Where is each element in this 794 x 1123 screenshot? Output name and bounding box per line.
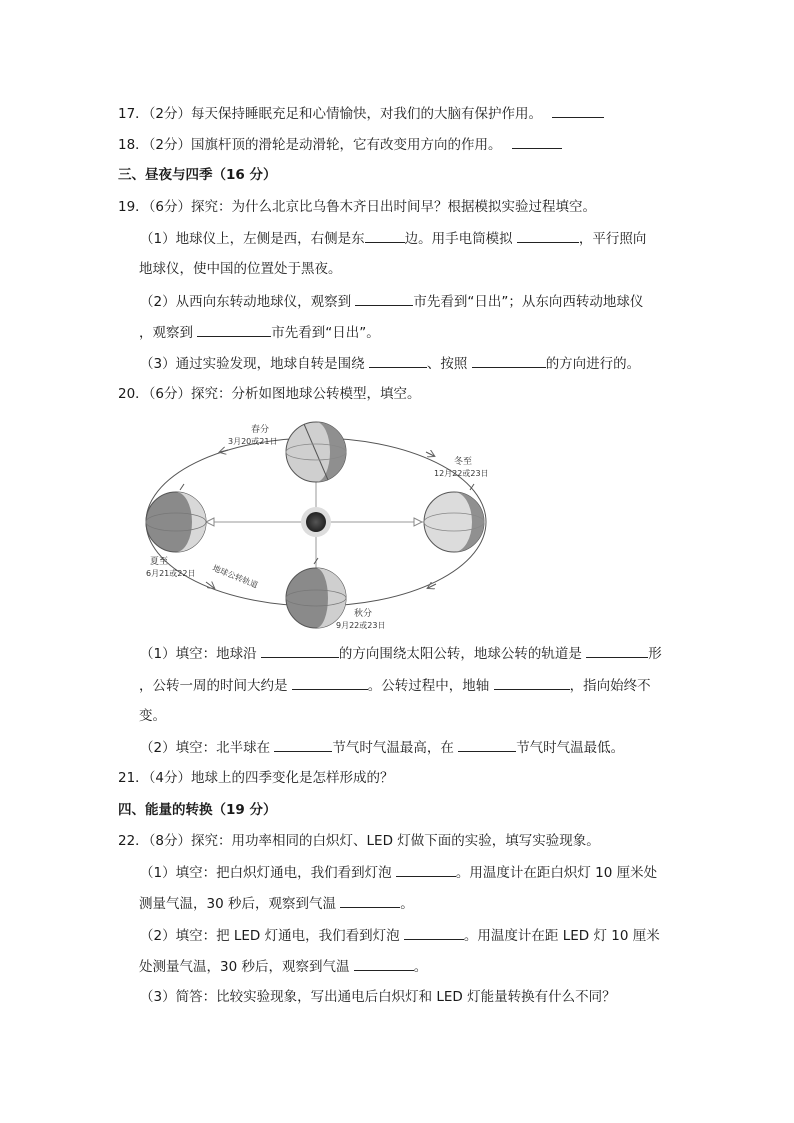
answer-blank[interactable] — [354, 956, 414, 971]
earth-autumn-equinox — [286, 558, 346, 628]
answer-blank[interactable] — [340, 893, 400, 908]
q19-p3-text-a: （3）通过实验发现，地球自转是围绕 — [140, 356, 365, 372]
q19-p2-text-c: ，观察到 — [139, 325, 193, 341]
question-20-part-2 — [140, 737, 624, 758]
question-20-part-1 — [140, 643, 662, 664]
question-17-text: 17．（2分）每天保持睡眠充足和心情愉快，对我们的大脑有保护作用。 — [118, 106, 543, 122]
answer-blank[interactable] — [586, 643, 648, 658]
question-19-stem: 19．（6分）探究：为什么北京比乌鲁木齐日出时间早？根据模拟实验过程填空。 — [118, 199, 597, 215]
q19-p3-text-c: 的方向进行的。 — [545, 356, 641, 372]
sun-icon — [301, 507, 331, 537]
label-spring-date: 3月20或21日 — [228, 437, 278, 446]
orbit-arrow — [206, 582, 214, 588]
q22-p1-text-a: （1）填空：把白炽灯通电，我们看到灯泡 — [140, 865, 392, 881]
q22-p2-text-a: （2）填空：把 LED 灯通电，我们看到灯泡 — [140, 928, 400, 944]
question-19-part-1 — [140, 228, 646, 249]
earth-spring-equinox — [286, 422, 346, 482]
q22-p1-text-c: 测量气温，30 秒后，观察到气温 — [139, 896, 336, 912]
question-19-part-2 — [140, 291, 643, 312]
q20-p1-text-d: ，公转一周的时间大约是 — [139, 678, 288, 694]
answer-blank[interactable] — [292, 675, 368, 690]
q19-p2-text-b: 市先看到“日出”；从东向西转动地球仪 — [413, 294, 644, 310]
label-autumn-date: 9月22或23日 — [336, 621, 386, 630]
question-20-part-1-cont — [139, 675, 651, 696]
question-22-part-2 — [140, 925, 660, 946]
q20-p1-text-a: （1）填空：地球沿 — [140, 646, 257, 662]
question-20-stem: 20．（6分）探究：分析如图地球公转模型，填空。 — [118, 386, 421, 402]
label-spring: 春分 — [251, 425, 270, 435]
answer-blank[interactable] — [274, 737, 332, 752]
question-22-stem: 22．（8分）探究：用功率相同的白炽灯、LED 灯做下面的实验，填写实验现象。 — [118, 833, 600, 849]
answer-blank[interactable] — [396, 862, 456, 877]
q22-p2-text-b: 。用温度计在距 LED 灯 10 厘米 — [463, 928, 660, 944]
question-18-text: 18．（2分）国旗杆顶的滑轮是动滑轮，它有改变用方向的作用。 — [118, 137, 502, 153]
answer-blank[interactable] — [494, 675, 570, 690]
answer-blank[interactable] — [197, 322, 271, 337]
q20-p1-text-f: ，指向始终不 — [569, 678, 651, 694]
question-19-part-1-cont: 地球仪，使中国的位置处于黑夜。 — [139, 261, 342, 277]
label-autumn: 秋分 — [354, 609, 373, 619]
earth-revolution-diagram — [136, 412, 506, 634]
label-winter-date: 12月22或23日 — [434, 469, 489, 478]
answer-blank[interactable] — [512, 134, 562, 149]
section-4-title: 四、能量的转换（19 分） — [118, 802, 277, 818]
q22-p1-text-d: 。 — [400, 896, 414, 912]
answer-blank[interactable] — [369, 353, 427, 368]
answer-blank[interactable] — [365, 228, 405, 243]
q19-p3-text-b: 、按照 — [426, 356, 468, 372]
q19-p2-text-d: 市先看到“日出”。 — [271, 325, 380, 341]
question-19-part-3 — [140, 353, 640, 374]
answer-blank[interactable] — [517, 228, 579, 243]
q20-p1-text-b: 的方向围绕太阳公转，地球公转的轨道是 — [338, 646, 582, 662]
answer-blank[interactable] — [404, 925, 464, 940]
q20-p2-text-c: 节气时气温最低。 — [516, 740, 625, 756]
question-18 — [118, 134, 562, 155]
q20-p1-text-c: 形 — [648, 646, 662, 662]
q19-p1-text-c: ，平行照向 — [578, 231, 647, 247]
section-3-title: 三、昼夜与四季（16 分） — [118, 167, 277, 183]
answer-blank[interactable] — [458, 737, 516, 752]
answer-blank[interactable] — [552, 103, 604, 118]
pointer-triangle — [414, 518, 422, 526]
pointer-triangle — [206, 518, 214, 526]
question-22-part-2-cont — [139, 956, 427, 977]
label-winter: 冬至 — [454, 457, 473, 467]
earth-winter-solstice — [424, 484, 484, 552]
q20-p2-text-b: 节气时气温最高，在 — [332, 740, 454, 756]
orbit-arrow — [426, 452, 434, 456]
q19-p1-text-b: 边。用手电筒模拟 — [404, 231, 513, 247]
label-summer: 夏至 — [150, 557, 169, 567]
answer-blank[interactable] — [355, 291, 413, 306]
q22-p2-text-d: 。 — [413, 959, 428, 975]
label-orbit: 地球公转轨道 — [211, 563, 260, 590]
answer-blank[interactable] — [472, 353, 546, 368]
question-22-part-1-cont — [139, 893, 414, 914]
question-22-part-3: （3）简答：比较实验现象，写出通电后白炽灯和 LED 灯能量转换有什么不同？ — [140, 989, 616, 1005]
question-20-part-1-cont2: 变。 — [139, 708, 166, 724]
question-19-part-2-cont — [139, 322, 380, 343]
q19-p1-text-a: （1）地球仪上，左侧是西，右侧是东 — [140, 231, 365, 247]
q22-p2-text-c: 处测量气温，30 秒后，观察到气温 — [139, 959, 350, 975]
q20-p1-text-e: 。公转过程中，地轴 — [367, 678, 490, 694]
q19-p2-text-a: （2）从西向东转动地球仪，观察到 — [140, 294, 352, 310]
answer-blank[interactable] — [261, 643, 339, 658]
question-21: 21．（4分）地球上的四季变化是怎样形成的？ — [118, 770, 394, 786]
question-22-part-1 — [140, 862, 657, 883]
label-summer-date: 6月21或22日 — [146, 569, 196, 578]
q22-p1-text-b: 。用温度计在距白炽灯 10 厘米处 — [455, 865, 658, 881]
question-17 — [118, 103, 604, 124]
q20-p2-text-a: （2）填空：北半球在 — [140, 740, 271, 756]
